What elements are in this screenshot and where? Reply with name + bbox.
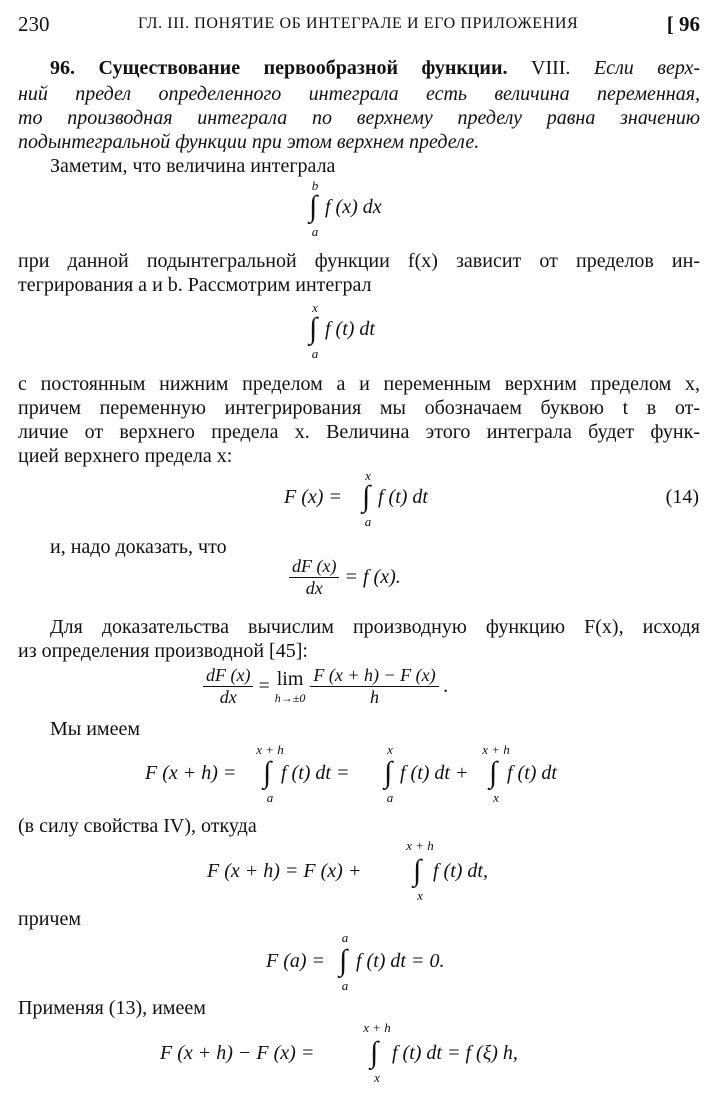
equation-derivative-limit <box>203 665 449 717</box>
integrand: f (t) dt <box>378 486 428 508</box>
upper-limit: x + h <box>482 742 510 757</box>
upper-limit: a <box>341 930 349 945</box>
integral-sign: ∫ <box>339 944 348 977</box>
equation-right-side: = f (x). <box>344 566 401 588</box>
paragraph-3b: причем переменную интегрирования мы обозначаем буквою t в от- <box>18 397 700 419</box>
equation-left-side: F (x + h) = <box>145 762 237 784</box>
paragraph-1: Заметим, что величина интеграла <box>50 155 336 177</box>
upper-limit: x + h <box>406 838 434 853</box>
integral-sign: ∫ <box>362 480 371 513</box>
integrand: f (t) dt, <box>433 860 488 882</box>
fraction-numerator: F (x + h) − F (x) <box>310 665 438 687</box>
theorem-text-2: ний предел определенного интеграла есть величина переменная, <box>18 83 700 105</box>
running-title: ГЛ. III. ПОНЯТИЕ ОБ ИНТЕГРАЛЕ И ЕГО ПРИЛОЖЕНИЯ <box>138 15 579 32</box>
paragraph-3a: с постоянным нижним пределом a и переменным верхним пределом x, <box>18 373 700 395</box>
fraction-numerator: dF (x) <box>203 665 253 687</box>
equation-left-side: F (x) = <box>284 486 342 508</box>
page-number: 230 <box>18 12 50 36</box>
upper-limit: x <box>365 468 371 483</box>
integrand: f (t) dt <box>507 762 557 784</box>
paragraph-3d: цией верхнего предела x: <box>18 445 233 467</box>
lower-limit: x <box>417 888 423 903</box>
lower-limit: x <box>374 1070 380 1085</box>
lower-limit: a <box>266 790 274 805</box>
lower-limit: a <box>311 346 319 361</box>
integrand: f (t) dt <box>325 318 375 340</box>
paragraph-7: (в силу свойства IV), откуда <box>18 815 257 837</box>
limit-word: lim <box>276 667 304 690</box>
equation-left-side: F (x + h) = F (x) + <box>207 860 362 882</box>
equation-derivative <box>289 556 401 599</box>
integral-sign: ∫ <box>489 756 498 789</box>
paragraph-2b: тегрирования a и b. Рассмотрим интеграл <box>18 274 372 296</box>
upper-limit: b <box>311 178 319 193</box>
integrand: f (x) dx <box>325 196 382 218</box>
integral-sign: ∫ <box>384 756 393 789</box>
page-header <box>0 8 717 38</box>
limit-subscript: h→±0 <box>274 690 306 705</box>
paragraph-8: причем <box>18 908 81 930</box>
upper-limit: x <box>312 300 318 315</box>
equation-tail: . <box>443 675 449 697</box>
upper-limit: x <box>387 742 393 757</box>
theorem-text-4: подынтегральной функции при этом верхнем пределе. <box>18 131 480 153</box>
integral-sign: ∫ <box>413 854 422 887</box>
paragraph-4: и, надо доказать, что <box>50 536 227 558</box>
upper-limit: x + h <box>256 742 284 757</box>
paragraph-9: Применяя (13), имеем <box>18 997 206 1019</box>
integral-sign: ∫ <box>370 1036 379 1069</box>
lower-limit: a <box>386 790 394 805</box>
integrand: f (t) dt = f (ξ) h, <box>392 1042 518 1064</box>
derivative-fraction <box>289 556 339 599</box>
integral-sign: ∫ <box>309 190 318 223</box>
section-heading-line <box>50 57 700 80</box>
paragraph-2a: при данной подынтегральной функции f(x) зависит от пределов ин- <box>18 250 700 272</box>
difference-quotient <box>310 665 438 708</box>
upper-limit: x + h <box>363 1020 391 1035</box>
integral-sign: ∫ <box>263 756 272 789</box>
fraction-denominator: dx <box>305 578 323 598</box>
equals-sign: = <box>258 675 270 697</box>
paragraph-5b: из определения производной [45]: <box>18 640 308 662</box>
lower-limit: a <box>341 978 349 993</box>
theorem-text-1: Если верх- <box>593 57 701 79</box>
equation-left-side: F (a) = <box>266 950 326 972</box>
lower-limit: a <box>311 224 319 239</box>
lower-limit: x <box>493 790 499 805</box>
derivative-fraction <box>203 665 253 708</box>
integral-sign: ∫ <box>309 312 318 345</box>
lower-limit: a <box>364 514 372 529</box>
paragraph-6: Мы имеем <box>50 718 140 740</box>
integrand: f (t) dt + <box>400 762 469 784</box>
section-reference: [ 96 <box>666 12 700 36</box>
paragraph-3c: личие от верхнего предела x. Величина этого интеграла будет функ- <box>18 421 700 443</box>
equation-left-side: F (x + h) − F (x) = <box>160 1042 315 1064</box>
theorem-label: VIII. <box>531 57 571 79</box>
fraction-numerator: dF (x) <box>289 556 339 578</box>
theorem-text-3: то производная интеграла по верхнему пределу равна значению <box>18 107 700 129</box>
limit-operator <box>275 668 306 706</box>
fraction-denominator: dx <box>219 687 237 707</box>
integrand: f (t) dt = 0. <box>356 950 445 972</box>
equation-number-14: (14) <box>665 486 699 508</box>
integrand: f (t) dt = <box>281 762 350 784</box>
section-title: 96. Существование первообразной функции. <box>50 57 508 79</box>
paragraph-5a: Для доказательства вычислим производную функцию F(x), исходя <box>50 616 700 638</box>
fraction-denominator: h <box>369 687 379 707</box>
